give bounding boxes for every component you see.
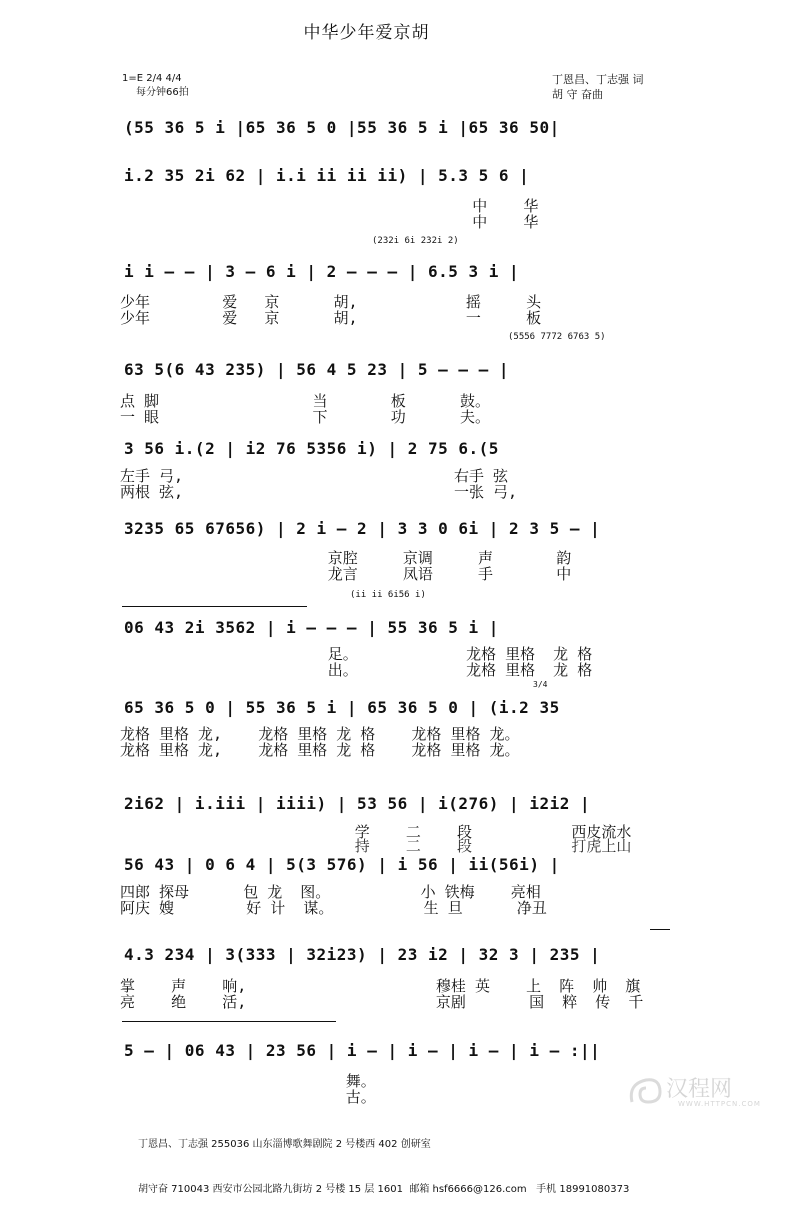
lyric-row-8b: 龙格 里格 龙, 龙格 里格 龙 格 龙格 里格 龙。 <box>120 741 520 759</box>
notation-row-10: 56 43 | 0 6 4 | 5(3 576) | i 56 | ii(56i) | <box>124 855 560 874</box>
site-watermark <box>626 1068 776 1118</box>
notation-row-11: 4.3 234 | 3(333 | 32i23) | 23 i2 | 32 3 | 235 | <box>124 945 601 964</box>
ornament-1: (232i 6i 232i 2) <box>372 236 459 246</box>
lyric-row-7a: 足。 龙格 里格 龙 格 <box>120 645 593 663</box>
notation-row-5: 3 56 i.(2 | i2 76 5356 i) | 2 75 6.(5 <box>124 439 499 458</box>
tempo-marking: 每分钟66拍 <box>136 87 189 98</box>
ornament-2: (5556 7772 6763 5) <box>508 332 606 342</box>
notation-row-9: 2i62 | i.iii | iiii) | 53 56 | i(276) | i2i2 | <box>124 794 591 813</box>
watermark-url: WWW.HTTPCN.COM <box>678 1100 761 1108</box>
lyric-row-6b: 龙言 凤语 手 中 <box>120 565 572 583</box>
lyric-row-5a: 左手 弓, 右手 弦 <box>120 467 509 485</box>
notation-row-2: i.2 35 2i 62 | i.i ii ii ii) | 5.3 5 6 | <box>124 166 530 185</box>
ornament-3: (ii ii 6i56 i) <box>350 590 426 600</box>
key-signature: 1=E 2/4 4/4 <box>122 73 182 84</box>
lyric-row-12b: 古。 <box>120 1088 376 1106</box>
lyric-row-10a: 四郎 探母 包 龙 图。 小 铁梅 亮相 <box>120 883 541 901</box>
lyric-row-3b: 少年 爱 京 胡, 一 板 <box>120 309 542 327</box>
lyric-row-9b: 持 二 段 打虎上山 <box>120 837 632 855</box>
lyric-row-11a: 掌 声 响, 穆桂 英 上 阵 帅 旗 <box>120 977 641 995</box>
slur-line-3 <box>122 1021 336 1022</box>
watermark-text: 汉程网 <box>666 1077 733 1102</box>
notation-row-6: 3235 65 67656) | 2 i — 2 | 3 3 0 6i | 2 3 5 — | <box>124 519 601 538</box>
slur-line-2 <box>650 929 670 930</box>
lyric-row-4a: 点 脚 当 板 鼓。 <box>120 392 490 410</box>
slur-line-1 <box>122 606 307 607</box>
lyric-row-12a: 舞。 <box>120 1072 376 1090</box>
lyric-row-3a: 少年 爱 京 胡, 摇 头 <box>120 293 542 311</box>
notation-row-7: 06 43 2i 3562 | i — — — | 55 36 5 i | <box>124 618 499 637</box>
contact-footer <box>138 1107 629 1212</box>
notation-row-3: i i — — | 3 — 6 i | 2 — — — | 6.5 3 i | <box>124 262 520 281</box>
notation-row-8: 65 36 5 0 | 55 36 5 i | 65 36 5 0 | (i.2 35 <box>124 698 560 717</box>
credits-block <box>552 72 644 102</box>
lyric-row-7b: 出。 龙格 里格 龙 格 <box>120 661 593 679</box>
footer-line-2: 胡守奋 710043 西安市公园北路九街坊 2 号楼 15 层 1601 邮箱 hsf6666@126.com 手机 18991080373 <box>138 1184 630 1195</box>
song-title: 中华少年爱京胡 <box>303 23 430 43</box>
lyric-row-5b: 两根 弦, 一张 弓, <box>120 483 518 501</box>
lyricist-credit: 丁恩昌、丁志强 词 <box>552 73 644 86</box>
lyric-row-4b: 一 眼 下 功 夫。 <box>120 408 490 426</box>
lyric-row-6a: 京腔 京调 声 韵 <box>120 549 572 567</box>
tempo-block <box>122 72 189 100</box>
lyric-row-2a: 中 华 <box>120 197 539 215</box>
watermark-swirl-icon <box>626 1072 666 1112</box>
lyric-row-2b: 中 华 <box>120 213 539 231</box>
lyric-row-8a: 龙格 里格 龙, 龙格 里格 龙 格 龙格 里格 龙。 <box>120 725 520 743</box>
time-change: 3/4 <box>533 680 548 689</box>
composer-credit: 胡 守 奋曲 <box>552 88 603 101</box>
notation-row-12: 5 — | 06 43 | 23 56 | i — | i — | i — | i — :|| <box>124 1041 601 1060</box>
lyric-row-10b: 阿庆 嫂 好 计 谋。 生 旦 净丑 <box>120 899 547 917</box>
footer-line-1: 丁恩昌、丁志强 255036 山东淄博歌舞剧院 2 号楼西 402 创研室 <box>138 1139 431 1150</box>
lyric-row-11b: 亮 绝 活, 京剧 国 粹 传 千 <box>120 993 644 1011</box>
notation-row-1: (55 36 5 i |65 36 5 0 |55 36 5 i |65 36 50| <box>124 118 560 137</box>
lyric-row-9a: 学 二 段 西皮流水 <box>120 823 632 841</box>
notation-row-4: 63 5(6 43 235) | 56 4 5 23 | 5 — — — | <box>124 360 510 379</box>
